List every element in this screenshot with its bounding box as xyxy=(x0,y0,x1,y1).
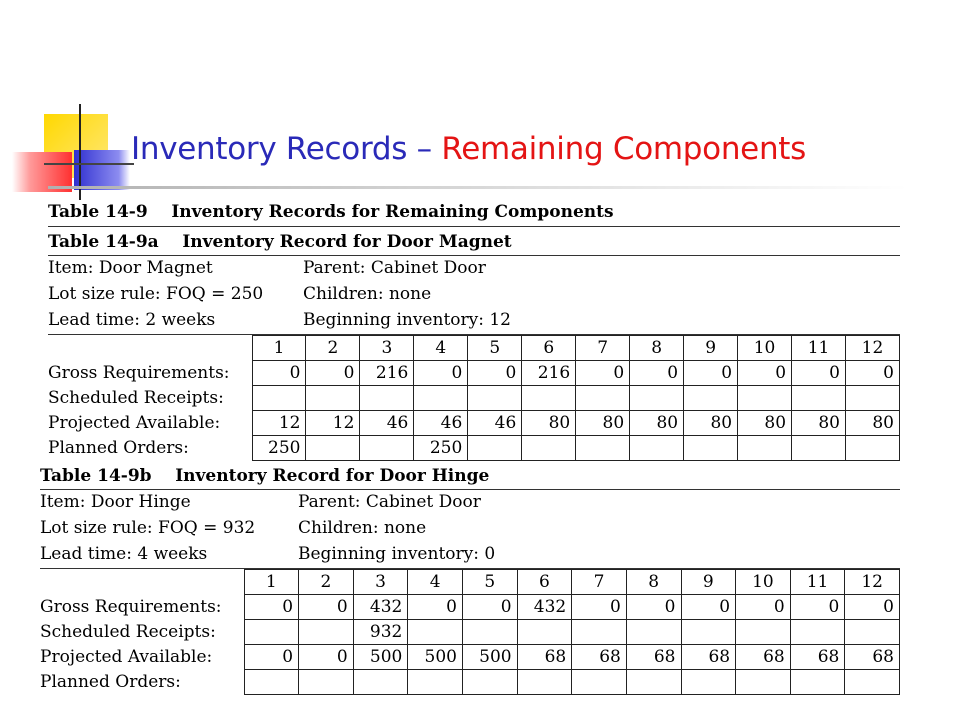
table-b-beginning-inventory: Beginning inventory: 0 xyxy=(298,544,496,564)
table-a-lot-size: Lot size rule: FOQ = 250 xyxy=(48,284,264,304)
table-cell xyxy=(572,620,627,645)
table-cell: 80 xyxy=(738,411,792,436)
table-cell: 250 xyxy=(414,436,468,461)
period-header-5: 5 xyxy=(463,570,518,595)
table-cell: 0 xyxy=(681,595,736,620)
table-cell xyxy=(681,620,736,645)
period-header-8: 8 xyxy=(630,336,684,361)
table-cell xyxy=(517,620,572,645)
table-cell xyxy=(845,670,900,695)
table-cell: 250 xyxy=(252,436,306,461)
table-cell xyxy=(845,436,899,461)
deco-horizontal-line xyxy=(44,163,134,165)
table-row xyxy=(48,386,900,411)
table-cell xyxy=(252,386,306,411)
table-cell xyxy=(522,436,576,461)
period-header-row xyxy=(40,570,900,595)
table-b-item: Item: Door Hinge xyxy=(40,492,191,512)
table-b-parent: Parent: Cabinet Door xyxy=(298,492,481,512)
table-b-lead-time: Lead time: 4 weeks xyxy=(40,544,208,564)
table-cell xyxy=(684,436,738,461)
table-cell: 0 xyxy=(468,361,522,386)
period-header-2: 2 xyxy=(306,336,360,361)
table-row xyxy=(40,645,900,670)
table-cell: 0 xyxy=(299,595,354,620)
table-cell: 0 xyxy=(845,595,900,620)
table-cell: 0 xyxy=(736,595,791,620)
table-cell: 0 xyxy=(738,361,792,386)
table-b-children: Children: none xyxy=(298,518,427,538)
table-cell xyxy=(463,670,518,695)
table-cell: 0 xyxy=(414,361,468,386)
table-row xyxy=(40,595,900,620)
table-b-grid xyxy=(40,569,900,695)
table-a-children: Children: none xyxy=(303,284,432,304)
slide-title xyxy=(131,131,806,167)
table-cell: 0 xyxy=(626,595,681,620)
table-cell: 68 xyxy=(845,645,900,670)
table-cell: 68 xyxy=(790,645,845,670)
table-cell: 0 xyxy=(845,361,899,386)
table-cell: 0 xyxy=(572,595,627,620)
table-b-caption: Table 14-9b Inventory Record for Door Hinge xyxy=(40,466,490,486)
period-header-12: 12 xyxy=(845,336,899,361)
table-cell: 68 xyxy=(572,645,627,670)
row-label: Gross Requirements: xyxy=(48,363,230,383)
row-label: Scheduled Receipts: xyxy=(48,388,224,408)
table-cell xyxy=(792,436,846,461)
table-cell xyxy=(517,670,572,695)
period-header-9: 9 xyxy=(684,336,738,361)
table-cell: 932 xyxy=(353,620,408,645)
table-cell: 500 xyxy=(408,645,463,670)
table-cell: 80 xyxy=(630,411,684,436)
table-cell xyxy=(626,670,681,695)
period-header-1: 1 xyxy=(252,336,306,361)
deco-blue-square xyxy=(74,150,130,190)
row-label: Gross Requirements: xyxy=(40,597,222,617)
period-header-9: 9 xyxy=(681,570,736,595)
table-cell: 432 xyxy=(353,595,408,620)
table-cell: 12 xyxy=(306,411,360,436)
table-cell xyxy=(684,386,738,411)
table-cell: 0 xyxy=(252,361,306,386)
table-cell xyxy=(408,670,463,695)
table-cell: 80 xyxy=(522,411,576,436)
period-header-3: 3 xyxy=(353,570,408,595)
period-header-11: 11 xyxy=(792,336,846,361)
table-cell xyxy=(738,436,792,461)
table-a-item: Item: Door Magnet xyxy=(48,258,213,278)
table-cell xyxy=(353,670,408,695)
table-cell: 500 xyxy=(463,645,518,670)
table-cell xyxy=(360,386,414,411)
title-underline xyxy=(48,186,908,189)
table-cell xyxy=(463,620,518,645)
table-cell xyxy=(468,436,522,461)
table-cell xyxy=(845,386,899,411)
period-header-2: 2 xyxy=(299,570,354,595)
table-cell xyxy=(792,386,846,411)
table-row xyxy=(48,436,900,461)
table-cell xyxy=(576,386,630,411)
table-row xyxy=(40,670,900,695)
table-cell xyxy=(630,436,684,461)
table-cell: 500 xyxy=(353,645,408,670)
table-cell: 80 xyxy=(845,411,899,436)
table-cell xyxy=(306,436,360,461)
table-cell xyxy=(408,620,463,645)
table-cell xyxy=(681,670,736,695)
table-cell: 432 xyxy=(517,595,572,620)
row-label: Planned Orders: xyxy=(40,672,181,692)
table-cell xyxy=(299,670,354,695)
table-b-lot-size: Lot size rule: FOQ = 932 xyxy=(40,518,256,538)
table-cell: 0 xyxy=(684,361,738,386)
row-label: Projected Available: xyxy=(40,647,213,667)
table-cell: 68 xyxy=(517,645,572,670)
table-cell xyxy=(738,386,792,411)
period-header-4: 4 xyxy=(414,336,468,361)
table-cell: 216 xyxy=(522,361,576,386)
table-cell xyxy=(790,670,845,695)
table-cell: 0 xyxy=(790,595,845,620)
caption-rule xyxy=(48,226,900,227)
table-cell: 0 xyxy=(576,361,630,386)
table-b-rule xyxy=(40,489,900,490)
table-cell: 46 xyxy=(360,411,414,436)
period-header-row xyxy=(48,336,900,361)
title-main: Inventory Records – xyxy=(131,131,432,167)
table-cell: 68 xyxy=(626,645,681,670)
table-cell: 12 xyxy=(252,411,306,436)
table-row xyxy=(48,361,900,386)
table-cell: 0 xyxy=(299,645,354,670)
table-cell: 0 xyxy=(244,595,299,620)
table-cell xyxy=(736,670,791,695)
table-cell: 80 xyxy=(684,411,738,436)
table-cell: 0 xyxy=(463,595,518,620)
table-cell xyxy=(414,386,468,411)
table-cell xyxy=(626,620,681,645)
period-header-3: 3 xyxy=(360,336,414,361)
table-cell xyxy=(468,386,522,411)
period-header-4: 4 xyxy=(408,570,463,595)
table-cell xyxy=(845,620,900,645)
header-blank-cell xyxy=(40,570,244,595)
table-cell xyxy=(244,620,299,645)
table-a-parent: Parent: Cabinet Door xyxy=(303,258,486,278)
title-accent: Remaining Components xyxy=(441,131,806,167)
table-cell: 68 xyxy=(681,645,736,670)
period-header-6: 6 xyxy=(522,336,576,361)
table-cell: 0 xyxy=(792,361,846,386)
table-main-caption: Table 14-9 Inventory Records for Remaining Components xyxy=(48,202,614,222)
period-header-12: 12 xyxy=(845,570,900,595)
period-header-10: 10 xyxy=(736,570,791,595)
table-cell: 216 xyxy=(360,361,414,386)
table-cell: 46 xyxy=(414,411,468,436)
table-a-caption: Table 14-9a Inventory Record for Door Magnet xyxy=(48,232,512,252)
table-cell: 0 xyxy=(630,361,684,386)
table-cell xyxy=(736,620,791,645)
table-a-rule xyxy=(48,255,900,256)
row-label: Projected Available: xyxy=(48,413,221,433)
period-header-1: 1 xyxy=(244,570,299,595)
period-header-7: 7 xyxy=(576,336,630,361)
table-cell xyxy=(360,436,414,461)
table-cell: 80 xyxy=(792,411,846,436)
table-cell: 0 xyxy=(244,645,299,670)
table-cell: 0 xyxy=(408,595,463,620)
table-a-lead-time: Lead time: 2 weeks xyxy=(48,310,216,330)
table-cell: 68 xyxy=(736,645,791,670)
row-label: Scheduled Receipts: xyxy=(40,622,216,642)
table-a-grid xyxy=(48,335,900,461)
table-row xyxy=(48,411,900,436)
table-a-beginning-inventory: Beginning inventory: 12 xyxy=(303,310,512,330)
table-cell xyxy=(244,670,299,695)
period-header-11: 11 xyxy=(790,570,845,595)
table-cell: 80 xyxy=(576,411,630,436)
period-header-5: 5 xyxy=(468,336,522,361)
table-cell: 0 xyxy=(306,361,360,386)
row-label: Planned Orders: xyxy=(48,438,189,458)
table-cell xyxy=(572,670,627,695)
header-blank-cell xyxy=(48,336,252,361)
period-header-7: 7 xyxy=(572,570,627,595)
table-cell xyxy=(299,620,354,645)
period-header-8: 8 xyxy=(626,570,681,595)
period-header-6: 6 xyxy=(517,570,572,595)
table-cell xyxy=(576,436,630,461)
table-row xyxy=(40,620,900,645)
table-cell: 46 xyxy=(468,411,522,436)
table-cell xyxy=(522,386,576,411)
table-cell xyxy=(790,620,845,645)
period-header-10: 10 xyxy=(738,336,792,361)
table-cell xyxy=(306,386,360,411)
table-cell xyxy=(630,386,684,411)
